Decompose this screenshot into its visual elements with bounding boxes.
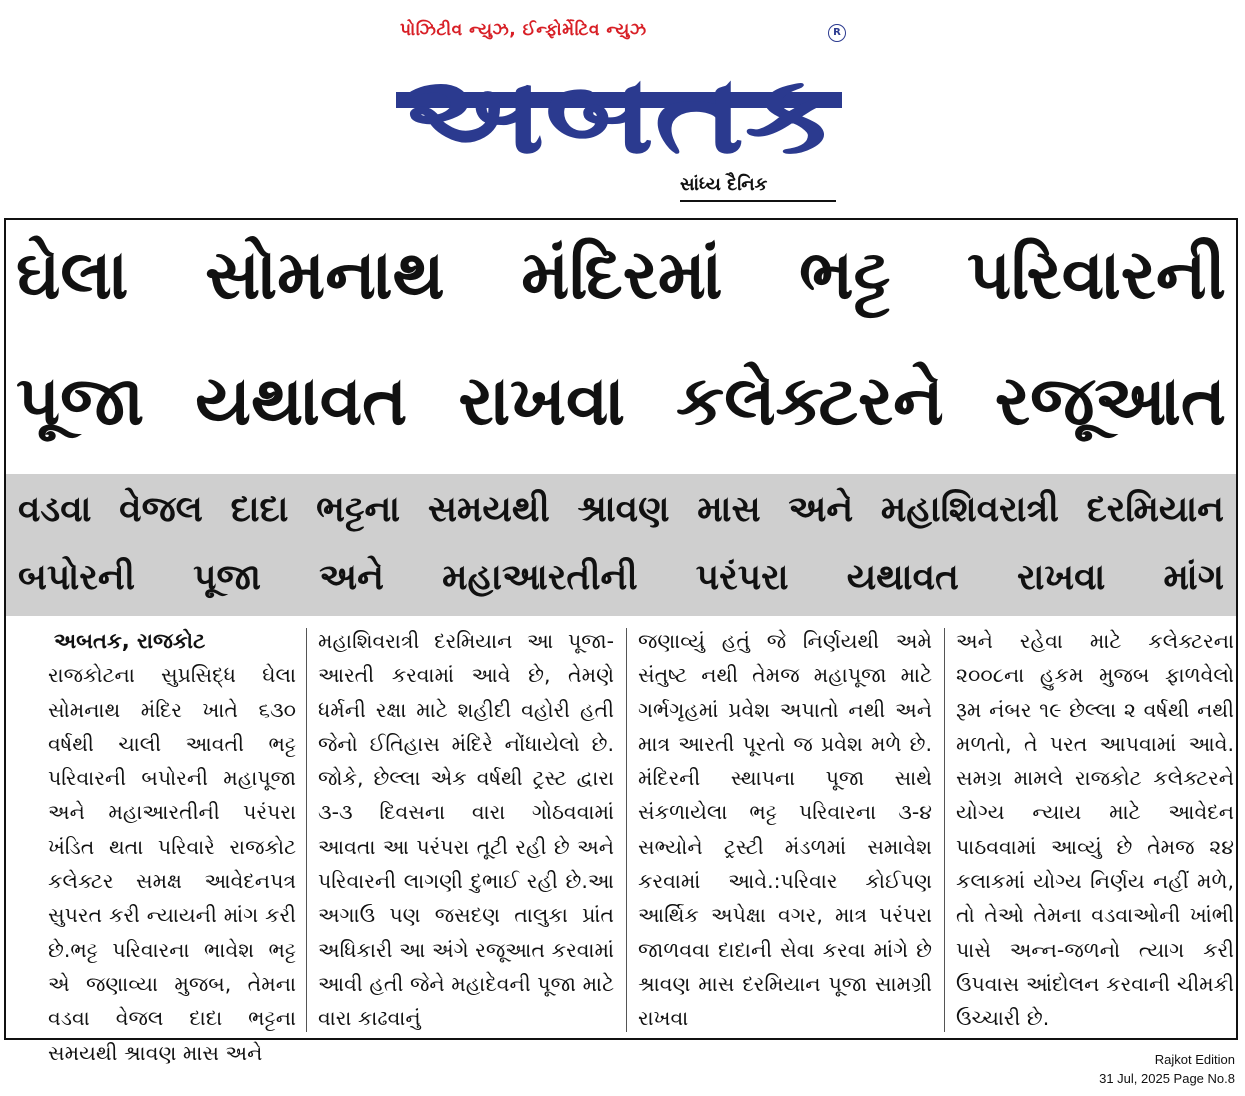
headline — [6, 220, 1236, 472]
article-text-column-4: અને રહેવા માટે કલેક્ટરના ૨૦૦૮ના હુકમ મુજબ ફાળવેલો રૂમ નંબર ૧૯ છેલ્લા ૨ વર્ષથી નથી મળતો, તે પરત આપવામાં આવે. સમગ્ર મામલે રાજકોટ કલેક્ટરને યોગ્ય ન્યાય માટે આવેદન પાઠવવામાં આવ્યું છે તેમજ ૨૪ કલાકમાં યોગ્ય નિર્ણય નહીં મળે, તો તેઓ તેમના વડવાઓની ખાંભી પાસે અન્ન-જળનો ત્યાગ કરી ઉપવાસ આંદોલન કરવાની ચીમકી ઉચ્ચારી છે. — [956, 629, 1234, 1031]
article-text-column-3: જણાવ્યું હતું જે નિર્ણયથી અમે સંતુષ્ટ નથી તેમજ મહાપૂજા માટે ગર્ભગૃહમાં પ્રવેશ અપાતો નથી અને માત્ર આરતી પૂરતો જ પ્રવેશ મળે છે. મંદિરની સ્થાપના પૂજા સાથે સંકળાયેલા ભટ્ટ પરિવારના ૩-૪ સભ્યોને ટ્રસ્ટી મંડળમાં સમાવેશ કરવામાં આવે.:પરિવાર કોઈપણ આર્થિક અપેક્ષા વગર, માત્ર પરંપરા જાળવવા દાદાની સેવા કરવા માંગે છે શ્રાવણ માસ દરમિયાન પૂજા સામગ્રી રાખવા — [638, 629, 932, 1031]
article-column-1 — [14, 624, 296, 1065]
subheadline-line-1: વડવા વેજલ દાદા ભટ્ટના સમયથી શ્રાવણ માસ અને મહાશિવરાત્રી દરમિયાન — [18, 489, 1224, 530]
headline-line-2: પૂજા યથાવત રાખવા કલેક્ટરને રજૂઆત — [16, 362, 1226, 441]
newspaper-logo — [396, 44, 846, 178]
logo-text: અબતક — [401, 53, 841, 178]
column-divider — [306, 628, 307, 1032]
masthead — [390, 14, 850, 202]
edition-name: Rajkot Edition — [1154, 1052, 1235, 1067]
column-divider — [944, 628, 945, 1032]
edition-footer — [1015, 1050, 1235, 1088]
article-text-column-1: રાજકોટના સુપ્રસિદ્ધ ઘેલા સોમનાથ મંદિર ખાતે ૬૩૦ વર્ષથી ચાલી આવતી ભટ્ટ પરિવારની બપોરની મહાપૂજા અને મહાઆરતીની પરંપરા ખંડિત થતા પરિવારે રાજકોટ કલેક્ટર સમક્ષ આવેદનપત્ર સુપરત કરી ન્યાયની માંગ કરી છે.ભટ્ટ પરિવારના ભાવેશ ભટ્ટ એ જણાવ્યા મુજબ, તેમના વડવા વેજલ દાદા ભટ્ટના સમયથી શ્રાવણ માસ અને — [48, 663, 296, 1065]
registered-mark-icon: R — [828, 24, 846, 42]
article-column-3 — [638, 624, 932, 1036]
edition-type-label: સાંધ્ય દૈનિક — [680, 174, 768, 195]
column-divider — [626, 628, 627, 1032]
byline: અબતક, રાજકોટ — [54, 629, 206, 653]
logo-wordmark — [396, 44, 846, 178]
article-column-2 — [318, 624, 614, 1036]
headline-line-1: ઘેલા સોમનાથ મંદિરમાં ભટ્ટ પરિવારની — [16, 236, 1226, 315]
edition-date-page: 31 Jul, 2025 Page No.8 — [1099, 1071, 1235, 1086]
article-text-column-2: મહાશિવરાત્રી દરમિયાન આ પૂજા-આરતી કરવામાં આવે છે, તેમણે ધર્મની રક્ષા માટે શહીદી વહોરી હતી જેનો ઈતિહાસ મંદિરે નોંધાયેલો છે. જોકે, છેલ્લા એક વર્ષથી ટ્રસ્ટ દ્વારા ૩-૩ દિવસના વારા ગોઠવવામાં આવતા આ પરંપરા તૂટી રહી છે અને પરિવારની લાગણી દુભાઈ રહી છે.આ અગાઉ પણ જસદણ તાલુકા પ્રાંત અધિકારી આ અંગે રજૂઆત કરવામાં આવી હતી જેને મહાદેવની પૂજા માટે વારા કાઢવાનું — [318, 629, 614, 1031]
masthead-underline — [680, 200, 836, 202]
masthead-tagline: પોઝિટીવ ન્યુઝ, ઈન્ફોર્મેટિવ ન્યુઝ — [400, 20, 647, 40]
subheadline-band — [6, 474, 1236, 616]
article-column-4 — [956, 624, 1234, 1036]
subheadline-line-2: બપોરની પૂજા અને મહાઆરતીની પરંપરા યથાવત રાખવા માંગ — [18, 557, 1224, 598]
